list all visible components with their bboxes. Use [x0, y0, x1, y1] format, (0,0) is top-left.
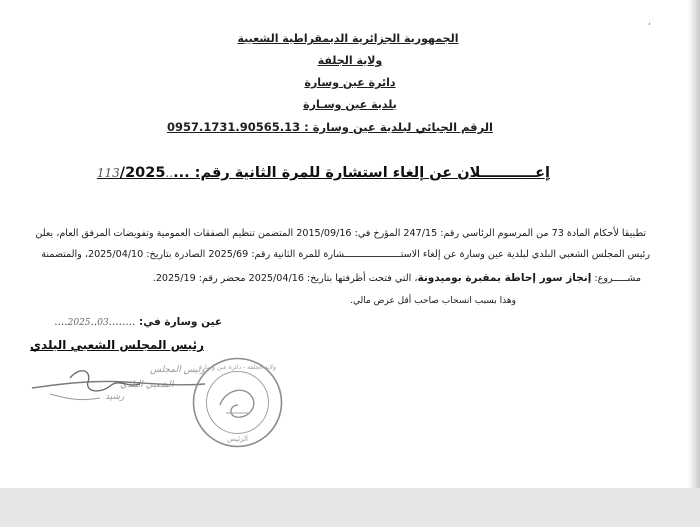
signature-stamp-line-1: رئيس المجلس: [150, 365, 205, 375]
body-line-1: تطبيقا لأحكام المادة 73 من المرسوم الرئاسي رقم: 247/15 المؤرخ في: 2015/09/16 المتضمن تنظيم الصفقات العمومية وتفويضات المرفق العام، يعلن: [35, 228, 646, 239]
handwritten-day: 03: [97, 318, 109, 328]
project-label: مشـــــروع:: [594, 273, 641, 284]
signer-title: رئيس المجلس الشعبي البلدي: [30, 338, 204, 352]
margin-mark: ʻ: [648, 22, 652, 33]
body-line-3: [153, 272, 641, 284]
seal-bottom-text: الرئيس: [227, 435, 248, 443]
official-seal: [190, 355, 285, 450]
title-suffix: /2025: [119, 165, 166, 181]
body-line-4: وهذا بسبب انسحاب صاحب أقل عرض مالي.: [350, 296, 516, 306]
place-label: عين وسارة في:: [139, 316, 222, 328]
announcement-title: [96, 165, 550, 181]
project-name: إنجاز سور إحاطة بمقبرة بوميدونة: [417, 272, 592, 284]
signature-stamp-line-3: رشيد: [105, 392, 125, 402]
header-country: الجمهورية الجزائرية الديمقراطية الشعبية: [237, 32, 459, 45]
title-prefix: إعـــــــــــلان عن إلغاء استشارة للمرة الثانية رقم: ...: [173, 165, 550, 181]
header-province: ولاية الجلفة: [317, 54, 383, 67]
header-tax-id: الرقم الجبائي لبلدية عين وسارة : 0957.1731.90565.13: [167, 120, 493, 134]
header-municipality: بلدية عين وسـارة: [303, 98, 397, 111]
handwritten-signature: [30, 358, 210, 418]
signature-stamp-line-2: الشعبي البلدي: [120, 380, 174, 390]
place-date-line: عين وسارة في: ........03..2025....: [54, 316, 222, 328]
handwritten-year: 2025: [67, 318, 91, 328]
scan-edge-shadow: [688, 0, 700, 488]
header-district: دائرة عين وسارة: [304, 76, 396, 89]
title-handwritten-number: ..113: [96, 166, 174, 180]
date-dots: ........: [108, 316, 136, 328]
body-line-2: رئيس المجلس الشعبي البلدي لبلدية عين وسارة عن إلغاء الاستــــــــــــــــــــشارة للمرة الثانية رقم: 2025/69 الصادرة بتاريخ: 2025/04/10، والمتضمنة: [41, 249, 650, 260]
project-details: ، التي فتحت أظرفتها بتاريخ: 2025/04/16 محضر رقم: 2025/19.: [152, 273, 418, 284]
seal-top-text: ولاية الجلفة - دائرة عين وسارة: [199, 364, 276, 371]
